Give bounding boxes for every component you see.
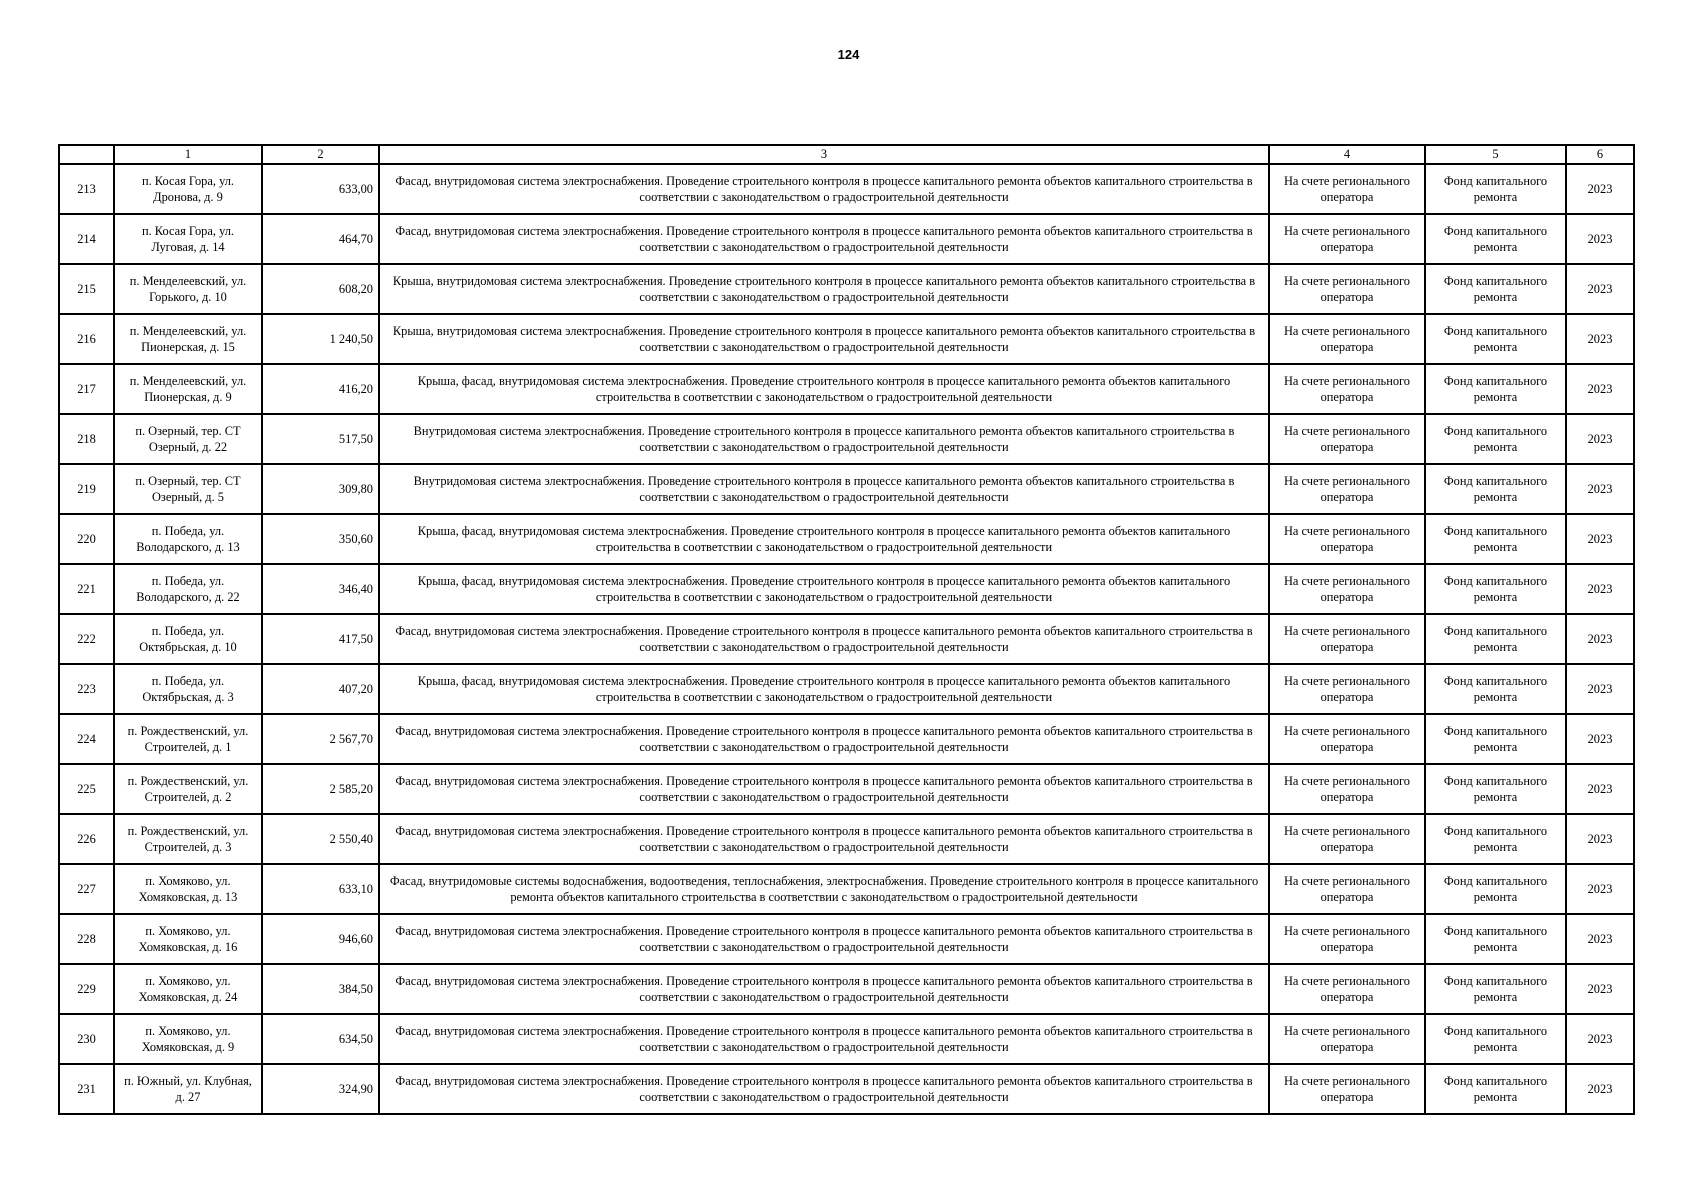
funding-source-cell: Фонд капитального ремонта — [1425, 864, 1566, 914]
row-number-cell: 213 — [59, 164, 114, 214]
table-row — [59, 514, 1634, 564]
fund-method-cell: На счете регионального оператора — [1269, 514, 1425, 564]
area-cell: 346,40 — [262, 564, 379, 614]
funding-source-cell: Фонд капитального ремонта — [1425, 564, 1566, 614]
area-cell: 946,60 — [262, 914, 379, 964]
row-number-cell: 226 — [59, 814, 114, 864]
row-number-cell: 214 — [59, 214, 114, 264]
fund-method-cell: На счете регионального оператора — [1269, 314, 1425, 364]
row-number-cell: 216 — [59, 314, 114, 364]
works-description-cell: Крыша, внутридомовая система электроснабжения. Проведение строительного контроля в процессе капитального ремонта объектов капитального строительства в соответствии с законодательством о градостроительной деятельности — [379, 314, 1269, 364]
year-cell: 2023 — [1566, 164, 1634, 214]
address-cell: п. Озерный, тер. СТ Озерный, д. 22 — [114, 414, 262, 464]
fund-method-cell: На счете регионального оператора — [1269, 1014, 1425, 1064]
area-cell: 384,50 — [262, 964, 379, 1014]
address-cell: п. Рождественский, ул. Строителей, д. 3 — [114, 814, 262, 864]
row-number-cell: 220 — [59, 514, 114, 564]
works-description-cell: Фасад, внутридомовая система электроснабжения. Проведение строительного контроля в процессе капитального ремонта объектов капитального строительства в соответствии с законодательством о градостроительной деятельности — [379, 814, 1269, 864]
area-cell: 464,70 — [262, 214, 379, 264]
fund-method-cell: На счете регионального оператора — [1269, 964, 1425, 1014]
table-row — [59, 914, 1634, 964]
year-cell: 2023 — [1566, 214, 1634, 264]
fund-method-cell: На счете регионального оператора — [1269, 564, 1425, 614]
year-cell: 2023 — [1566, 964, 1634, 1014]
row-number-cell: 228 — [59, 914, 114, 964]
area-cell: 416,20 — [262, 364, 379, 414]
header-cell-2: 2 — [262, 145, 379, 164]
fund-method-cell: На счете регионального оператора — [1269, 714, 1425, 764]
row-number-cell: 218 — [59, 414, 114, 464]
area-cell: 2 567,70 — [262, 714, 379, 764]
works-description-cell: Фасад, внутридомовая система электроснабжения. Проведение строительного контроля в процессе капитального ремонта объектов капитального строительства в соответствии с законодательством о градостроительной деятельности — [379, 1064, 1269, 1114]
table-row — [59, 614, 1634, 664]
funding-source-cell: Фонд капитального ремонта — [1425, 364, 1566, 414]
row-number-cell: 224 — [59, 714, 114, 764]
table-row — [59, 764, 1634, 814]
year-cell: 2023 — [1566, 264, 1634, 314]
year-cell: 2023 — [1566, 1014, 1634, 1064]
table-row — [59, 1064, 1634, 1114]
funding-source-cell: Фонд капитального ремонта — [1425, 714, 1566, 764]
works-description-cell: Крыша, фасад, внутридомовая система электроснабжения. Проведение строительного контроля в процессе капитального ремонта объектов капитального строительства в соответствии с законодательством о градостроительной деятельности — [379, 514, 1269, 564]
repair-works-table — [58, 144, 1635, 1115]
area-cell: 633,10 — [262, 864, 379, 914]
address-cell: п. Хомяково, ул. Хомяковская, д. 9 — [114, 1014, 262, 1064]
row-number-cell: 215 — [59, 264, 114, 314]
works-description-cell: Фасад, внутридомовая система электроснабжения. Проведение строительного контроля в процессе капитального ремонта объектов капитального строительства в соответствии с законодательством о градостроительной деятельности — [379, 614, 1269, 664]
address-cell: п. Озерный, тер. СТ Озерный, д. 5 — [114, 464, 262, 514]
year-cell: 2023 — [1566, 1064, 1634, 1114]
address-cell: п. Косая Гора, ул. Дронова, д. 9 — [114, 164, 262, 214]
area-cell: 517,50 — [262, 414, 379, 464]
row-number-cell: 229 — [59, 964, 114, 1014]
area-cell: 417,50 — [262, 614, 379, 664]
address-cell: п. Хомяково, ул. Хомяковская, д. 24 — [114, 964, 262, 1014]
funding-source-cell: Фонд капитального ремонта — [1425, 914, 1566, 964]
address-cell: п. Южный, ул. Клубная, д. 27 — [114, 1064, 262, 1114]
row-number-cell: 227 — [59, 864, 114, 914]
works-description-cell: Фасад, внутридомовая система электроснабжения. Проведение строительного контроля в процессе капитального ремонта объектов капитального строительства в соответствии с законодательством о градостроительной деятельности — [379, 714, 1269, 764]
area-cell: 634,50 — [262, 1014, 379, 1064]
works-description-cell: Фасад, внутридомовая система электроснабжения. Проведение строительного контроля в процессе капитального ремонта объектов капитального строительства в соответствии с законодательством о градостроительной деятельности — [379, 764, 1269, 814]
row-number-cell: 217 — [59, 364, 114, 414]
header-cell-num — [59, 145, 114, 164]
address-cell: п. Хомяково, ул. Хомяковская, д. 13 — [114, 864, 262, 914]
area-cell: 633,00 — [262, 164, 379, 214]
fund-method-cell: На счете регионального оператора — [1269, 414, 1425, 464]
fund-method-cell: На счете регионального оператора — [1269, 864, 1425, 914]
row-number-cell: 231 — [59, 1064, 114, 1114]
area-cell: 350,60 — [262, 514, 379, 564]
works-description-cell: Фасад, внутридомовая система электроснабжения. Проведение строительного контроля в процессе капитального ремонта объектов капитального строительства в соответствии с законодательством о градостроительной деятельности — [379, 214, 1269, 264]
address-cell: п. Менделеевский, ул. Горького, д. 10 — [114, 264, 262, 314]
table-row — [59, 714, 1634, 764]
works-description-cell: Фасад, внутридомовая система электроснабжения. Проведение строительного контроля в процессе капитального ремонта объектов капитального строительства в соответствии с законодательством о градостроительной деятельности — [379, 914, 1269, 964]
area-cell: 2 585,20 — [262, 764, 379, 814]
year-cell: 2023 — [1566, 464, 1634, 514]
table-row — [59, 1014, 1634, 1064]
fund-method-cell: На счете регионального оператора — [1269, 614, 1425, 664]
header-cell-3: 3 — [379, 145, 1269, 164]
year-cell: 2023 — [1566, 514, 1634, 564]
year-cell: 2023 — [1566, 664, 1634, 714]
table-row — [59, 264, 1634, 314]
fund-method-cell: На счете регионального оператора — [1269, 1064, 1425, 1114]
header-cell-5: 5 — [1425, 145, 1566, 164]
address-cell: п. Рождественский, ул. Строителей, д. 1 — [114, 714, 262, 764]
fund-method-cell: На счете регионального оператора — [1269, 214, 1425, 264]
header-cell-1: 1 — [114, 145, 262, 164]
year-cell: 2023 — [1566, 414, 1634, 464]
row-number-cell: 230 — [59, 1014, 114, 1064]
table-row — [59, 414, 1634, 464]
table-row — [59, 214, 1634, 264]
funding-source-cell: Фонд капитального ремонта — [1425, 464, 1566, 514]
area-cell: 324,90 — [262, 1064, 379, 1114]
funding-source-cell: Фонд капитального ремонта — [1425, 314, 1566, 364]
area-cell: 309,80 — [262, 464, 379, 514]
address-cell: п. Хомяково, ул. Хомяковская, д. 16 — [114, 914, 262, 964]
funding-source-cell: Фонд капитального ремонта — [1425, 164, 1566, 214]
funding-source-cell: Фонд капитального ремонта — [1425, 264, 1566, 314]
fund-method-cell: На счете регионального оператора — [1269, 764, 1425, 814]
address-cell: п. Косая Гора, ул. Луговая, д. 14 — [114, 214, 262, 264]
year-cell: 2023 — [1566, 564, 1634, 614]
row-number-cell: 219 — [59, 464, 114, 514]
address-cell: п. Победа, ул. Октябрьская, д. 10 — [114, 614, 262, 664]
funding-source-cell: Фонд капитального ремонта — [1425, 214, 1566, 264]
table-row — [59, 564, 1634, 614]
fund-method-cell: На счете регионального оператора — [1269, 814, 1425, 864]
table-row — [59, 664, 1634, 714]
row-number-cell: 221 — [59, 564, 114, 614]
funding-source-cell: Фонд капитального ремонта — [1425, 1064, 1566, 1114]
area-cell: 608,20 — [262, 264, 379, 314]
header-cell-6: 6 — [1566, 145, 1634, 164]
row-number-cell: 222 — [59, 614, 114, 664]
fund-method-cell: На счете регионального оператора — [1269, 164, 1425, 214]
works-description-cell: Крыша, фасад, внутридомовая система электроснабжения. Проведение строительного контроля в процессе капитального ремонта объектов капитального строительства в соответствии с законодательством о градостроительной деятельности — [379, 564, 1269, 614]
fund-method-cell: На счете регионального оператора — [1269, 464, 1425, 514]
table-row — [59, 814, 1634, 864]
works-description-cell: Фасад, внутридомовая система электроснабжения. Проведение строительного контроля в процессе капитального ремонта объектов капитального строительства в соответствии с законодательством о градостроительной деятельности — [379, 164, 1269, 214]
funding-source-cell: Фонд капитального ремонта — [1425, 814, 1566, 864]
table-header-row — [59, 145, 1634, 164]
table-row — [59, 314, 1634, 364]
page-number: 124 — [837, 47, 860, 62]
year-cell: 2023 — [1566, 864, 1634, 914]
works-description-cell: Фасад, внутридомовые системы водоснабжения, водоотведения, теплоснабжения, электроснабжения. Проведение строительного контроля в процессе капитального ремонта объектов капитального строительства в соответствии с законодательством о градостроительной деятельности — [379, 864, 1269, 914]
address-cell: п. Победа, ул. Октябрьская, д. 3 — [114, 664, 262, 714]
works-description-cell: Крыша, внутридомовая система электроснабжения. Проведение строительного контроля в процессе капитального ремонта объектов капитального строительства в соответствии с законодательством о градостроительной деятельности — [379, 264, 1269, 314]
year-cell: 2023 — [1566, 764, 1634, 814]
address-cell: п. Менделеевский, ул. Пионерская, д. 9 — [114, 364, 262, 414]
address-cell: п. Победа, ул. Володарского, д. 22 — [114, 564, 262, 614]
funding-source-cell: Фонд капитального ремонта — [1425, 614, 1566, 664]
table-row — [59, 464, 1634, 514]
works-description-cell: Внутридомовая система электроснабжения. Проведение строительного контроля в процессе капитального ремонта объектов капитального строительства в соответствии с законодательством о градостроительной деятельности — [379, 464, 1269, 514]
works-description-cell: Фасад, внутридомовая система электроснабжения. Проведение строительного контроля в процессе капитального ремонта объектов капитального строительства в соответствии с законодательством о градостроительной деятельности — [379, 1014, 1269, 1064]
fund-method-cell: На счете регионального оператора — [1269, 914, 1425, 964]
year-cell: 2023 — [1566, 314, 1634, 364]
address-cell: п. Менделеевский, ул. Пионерская, д. 15 — [114, 314, 262, 364]
fund-method-cell: На счете регионального оператора — [1269, 364, 1425, 414]
works-description-cell: Фасад, внутридомовая система электроснабжения. Проведение строительного контроля в процессе капитального ремонта объектов капитального строительства в соответствии с законодательством о градостроительной деятельности — [379, 964, 1269, 1014]
funding-source-cell: Фонд капитального ремонта — [1425, 664, 1566, 714]
row-number-cell: 223 — [59, 664, 114, 714]
table-body — [59, 164, 1634, 1114]
area-cell: 2 550,40 — [262, 814, 379, 864]
funding-source-cell: Фонд капитального ремонта — [1425, 414, 1566, 464]
funding-source-cell: Фонд капитального ремонта — [1425, 764, 1566, 814]
table-row — [59, 964, 1634, 1014]
funding-source-cell: Фонд капитального ремонта — [1425, 964, 1566, 1014]
fund-method-cell: На счете регионального оператора — [1269, 664, 1425, 714]
funding-source-cell: Фонд капитального ремонта — [1425, 514, 1566, 564]
year-cell: 2023 — [1566, 914, 1634, 964]
address-cell: п. Победа, ул. Володарского, д. 13 — [114, 514, 262, 564]
works-description-cell: Крыша, фасад, внутридомовая система электроснабжения. Проведение строительного контроля в процессе капитального ремонта объектов капитального строительства в соответствии с законодательством о градостроительной деятельности — [379, 364, 1269, 414]
funding-source-cell: Фонд капитального ремонта — [1425, 1014, 1566, 1064]
table-row — [59, 164, 1634, 214]
table-row — [59, 864, 1634, 914]
year-cell: 2023 — [1566, 614, 1634, 664]
row-number-cell: 225 — [59, 764, 114, 814]
fund-method-cell: На счете регионального оператора — [1269, 264, 1425, 314]
header-cell-4: 4 — [1269, 145, 1425, 164]
area-cell: 1 240,50 — [262, 314, 379, 364]
works-description-cell: Внутридомовая система электроснабжения. Проведение строительного контроля в процессе капитального ремонта объектов капитального строительства в соответствии с законодательством о градостроительной деятельности — [379, 414, 1269, 464]
year-cell: 2023 — [1566, 814, 1634, 864]
address-cell: п. Рождественский, ул. Строителей, д. 2 — [114, 764, 262, 814]
table-row — [59, 364, 1634, 414]
area-cell: 407,20 — [262, 664, 379, 714]
year-cell: 2023 — [1566, 364, 1634, 414]
year-cell: 2023 — [1566, 714, 1634, 764]
works-description-cell: Крыша, фасад, внутридомовая система электроснабжения. Проведение строительного контроля в процессе капитального ремонта объектов капитального строительства в соответствии с законодательством о градостроительной деятельности — [379, 664, 1269, 714]
